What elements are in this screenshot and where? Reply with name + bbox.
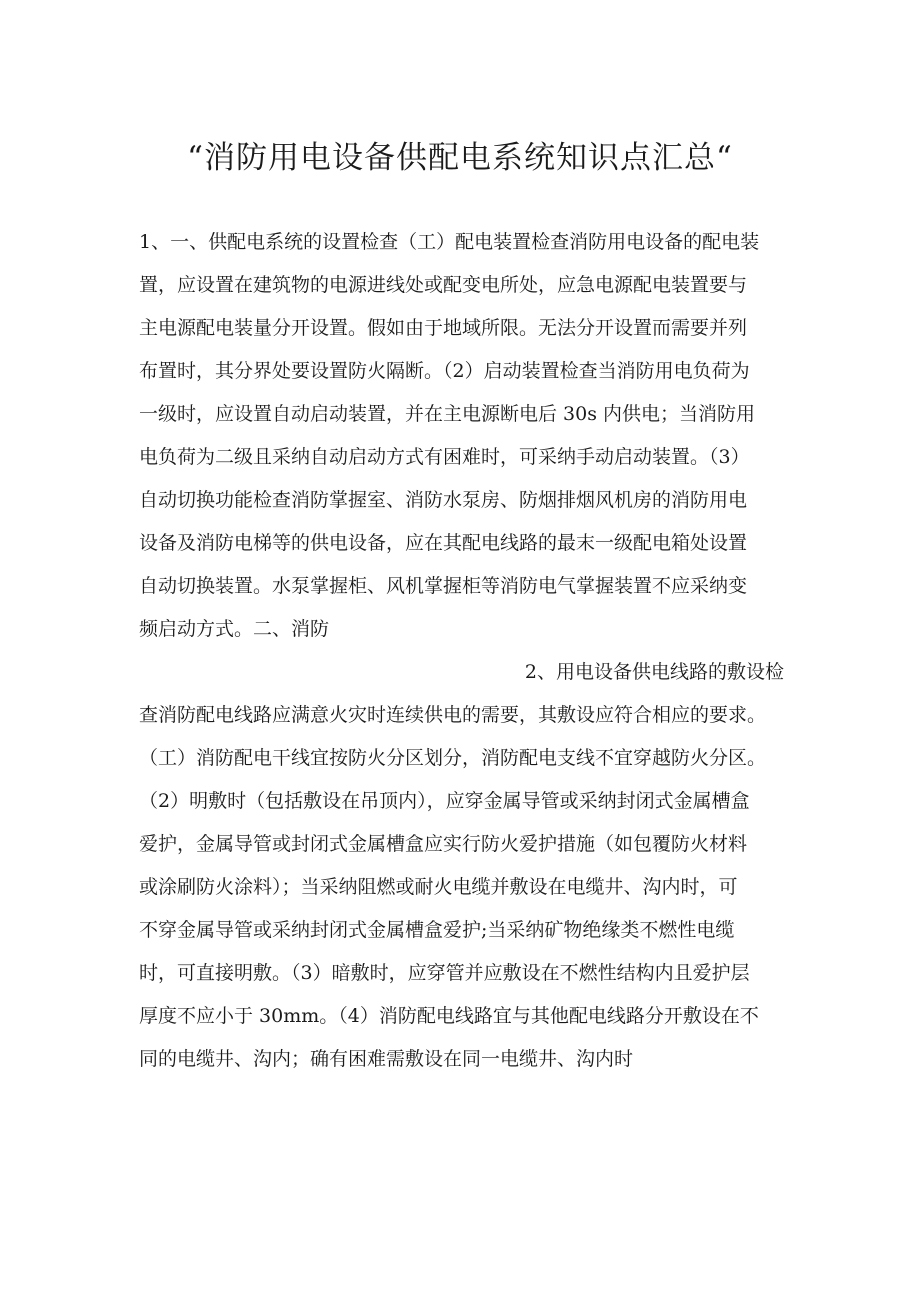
body-line-1: 1、一、供配电系统的设置检查（工）配电装置检查消防用电设备的配电装	[139, 231, 760, 253]
body-line-14: （2）明敷时（包括敷设在吊顶内），应穿金属导管或采纳封闭式金属槽盒	[139, 790, 750, 812]
body-line-6: 电负荷为二级且采纳自动启动方式有困难时，可采纳手动启动装置。（3）	[139, 446, 750, 468]
section-heading-2: 2、用电设备供电线路的敷设检	[524, 661, 784, 683]
body-line-16: 或涂刷防火涂料）；当采纳阻燃或耐火电缆并敷设在电缆井、沟内时，可	[139, 876, 738, 898]
body-line-13: （工）消防配电干线宜按防火分区划分，消防配电支线不宜穿越防火分区。	[139, 747, 767, 769]
body-line-18: 时，可直接明敷。（3）暗敷时，应穿管并应敷设在不燃性结构内且爱护层	[139, 962, 750, 984]
body-line-9: 自动切换装置。水泵掌握柜、风机掌握柜等消防电气掌握装置不应采纳变	[139, 575, 748, 597]
body-line-19: 厚度不应小于 30mm。（4）消防配电线路宜与其他配电线路分开敷设在不	[139, 1005, 759, 1027]
body-line-8: 设备及消防电梯等的供电设备，应在其配电线路的最末一级配电箱处设置	[139, 532, 748, 554]
body-line-3: 主电源配电装量分开设置。假如由于地域所限。无法分开设置而需要并列	[139, 317, 748, 339]
body-line-5: 一级时，应设置自动启动装置，并在主电源断电后 30s 内供电；当消防用	[139, 403, 756, 425]
body-line-2: 置，应设置在建筑物的电源进线处或配变电所处，应急电源配电装置要与	[139, 274, 748, 296]
body-line-10: 频启动方式。二、消防	[139, 618, 330, 640]
body-line-17: 不穿金属导管或采纳封闭式金属槽盒爱护;当采纳矿物绝缘类不燃性电缆	[139, 919, 735, 941]
body-line-20: 同的电缆井、沟内；确有困难需敷设在同一电缆井、沟内时	[139, 1048, 634, 1070]
document-title: “消防用电设备供配电系统知识点汇总“	[187, 140, 733, 176]
body-line-4: 布置时，其分界处要设置防火隔断。（2）启动装置检查当消防用电负荷为	[139, 360, 750, 382]
body-line-7: 自动切换功能检查消防掌握室、消防水泵房、防烟排烟风机房的消防用电	[139, 489, 748, 511]
body-line-12: 查消防配电线路应满意火灾时连续供电的需要，其敷设应符合相应的要求。	[139, 704, 767, 726]
body-line-15: 爱护，金属导管或封闭式金属槽盒应实行防火爱护措施（如包覆防火材料	[139, 833, 748, 855]
